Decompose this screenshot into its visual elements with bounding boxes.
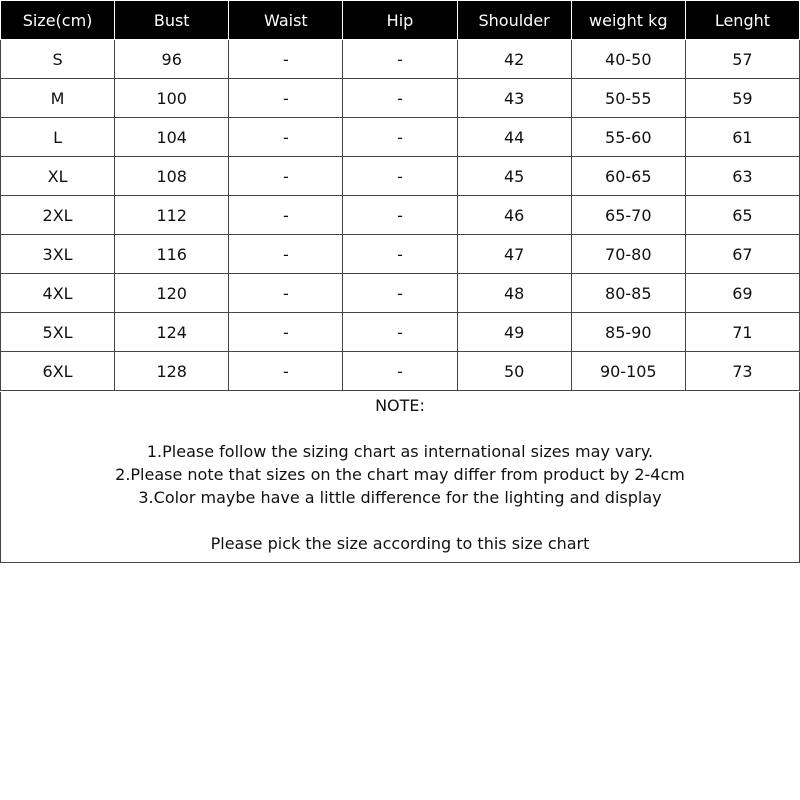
cell-size: XL	[1, 157, 115, 196]
table-row	[1, 274, 800, 313]
cell-waist: -	[229, 196, 343, 235]
size-chart-body	[1, 40, 800, 391]
table-row	[1, 196, 800, 235]
table-row	[1, 235, 800, 274]
cell-bust: 108	[115, 157, 229, 196]
cell-hip: -	[343, 157, 457, 196]
cell-waist: -	[229, 40, 343, 79]
cell-hip: -	[343, 79, 457, 118]
table-row	[1, 313, 800, 352]
size-chart-table	[0, 0, 800, 391]
size-chart-header	[1, 1, 800, 40]
note-item-3: 3.Color maybe have a little difference for the lighting and display	[138, 488, 662, 507]
cell-size: 4XL	[1, 274, 115, 313]
cell-shoulder: 47	[457, 235, 571, 274]
cell-bust: 120	[115, 274, 229, 313]
cell-shoulder: 49	[457, 313, 571, 352]
cell-weight: 65-70	[571, 196, 685, 235]
cell-length: 61	[685, 118, 799, 157]
cell-bust: 124	[115, 313, 229, 352]
cell-shoulder: 50	[457, 352, 571, 391]
cell-waist: -	[229, 235, 343, 274]
note-item-2: 2.Please note that sizes on the chart may differ from product by 2-4cm	[115, 465, 685, 484]
header-size: Size(cm)	[1, 1, 115, 40]
cell-weight: 50-55	[571, 79, 685, 118]
cell-hip: -	[343, 274, 457, 313]
cell-length: 67	[685, 235, 799, 274]
header-bust: Bust	[115, 1, 229, 40]
notes-spacer	[1, 417, 799, 440]
note-item-1: 1.Please follow the sizing chart as international sizes may vary.	[146, 442, 654, 461]
cell-waist: -	[229, 157, 343, 196]
cell-hip: -	[343, 40, 457, 79]
header-hip: Hip	[343, 1, 457, 40]
cell-waist: -	[229, 79, 343, 118]
cell-weight: 85-90	[571, 313, 685, 352]
cell-hip: -	[343, 313, 457, 352]
cell-bust: 116	[115, 235, 229, 274]
cell-size: 6XL	[1, 352, 115, 391]
cell-size: M	[1, 79, 115, 118]
cell-size: S	[1, 40, 115, 79]
cell-bust: 104	[115, 118, 229, 157]
cell-hip: -	[343, 196, 457, 235]
notes-footer: Please pick the size according to this size chart	[210, 534, 590, 553]
cell-bust: 96	[115, 40, 229, 79]
notes-section	[0, 392, 800, 563]
cell-size: 2XL	[1, 196, 115, 235]
header-length: Lenght	[685, 1, 799, 40]
cell-waist: -	[229, 313, 343, 352]
table-row	[1, 79, 800, 118]
cell-shoulder: 46	[457, 196, 571, 235]
cell-length: 69	[685, 274, 799, 313]
header-waist: Waist	[229, 1, 343, 40]
cell-bust: 100	[115, 79, 229, 118]
table-row	[1, 40, 800, 79]
cell-shoulder: 45	[457, 157, 571, 196]
cell-shoulder: 42	[457, 40, 571, 79]
cell-weight: 40-50	[571, 40, 685, 79]
cell-bust: 112	[115, 196, 229, 235]
cell-weight: 90-105	[571, 352, 685, 391]
cell-waist: -	[229, 352, 343, 391]
cell-length: 59	[685, 79, 799, 118]
header-shoulder: Shoulder	[457, 1, 571, 40]
cell-weight: 60-65	[571, 157, 685, 196]
cell-bust: 128	[115, 352, 229, 391]
cell-length: 73	[685, 352, 799, 391]
cell-length: 57	[685, 40, 799, 79]
cell-waist: -	[229, 118, 343, 157]
cell-shoulder: 48	[457, 274, 571, 313]
table-row	[1, 157, 800, 196]
cell-length: 65	[685, 196, 799, 235]
cell-length: 63	[685, 157, 799, 196]
cell-size: 3XL	[1, 235, 115, 274]
table-row	[1, 352, 800, 391]
cell-size: 5XL	[1, 313, 115, 352]
header-row	[1, 1, 800, 40]
cell-hip: -	[343, 235, 457, 274]
notes-title: NOTE:	[375, 396, 425, 415]
cell-hip: -	[343, 352, 457, 391]
cell-weight: 70-80	[571, 235, 685, 274]
cell-shoulder: 43	[457, 79, 571, 118]
table-row	[1, 118, 800, 157]
cell-waist: -	[229, 274, 343, 313]
notes-spacer	[1, 509, 799, 532]
cell-weight: 80-85	[571, 274, 685, 313]
cell-hip: -	[343, 118, 457, 157]
cell-length: 71	[685, 313, 799, 352]
header-weight: weight kg	[571, 1, 685, 40]
cell-weight: 55-60	[571, 118, 685, 157]
cell-shoulder: 44	[457, 118, 571, 157]
cell-size: L	[1, 118, 115, 157]
